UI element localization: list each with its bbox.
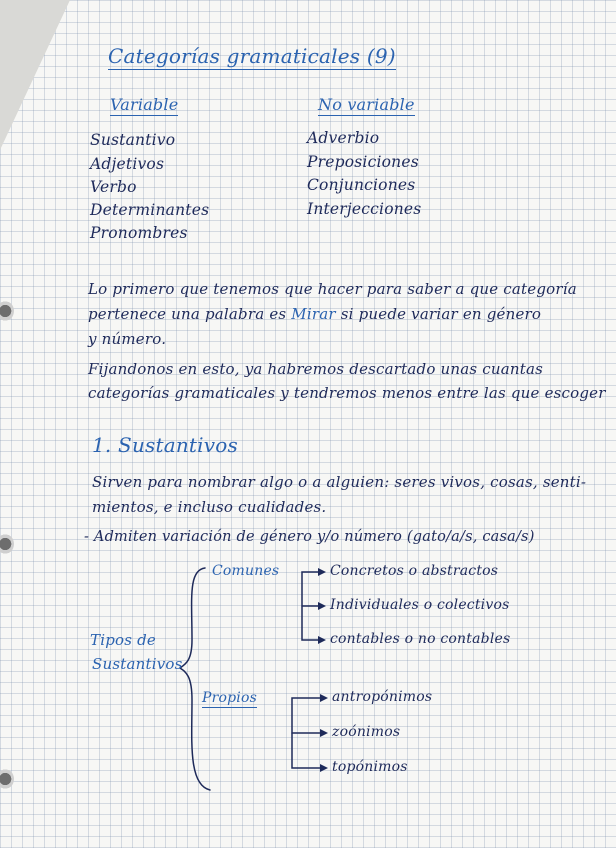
list-item: Pronombres <box>90 224 188 242</box>
list-item: Verbo <box>90 178 137 196</box>
propios-label-text: Propios <box>202 690 257 706</box>
list-item: Sustantivo <box>90 131 176 149</box>
diagram-root-label: Sustantivos <box>92 655 183 673</box>
diagram-item: antropónimos <box>332 689 433 705</box>
list-item: Preposiciones <box>307 153 419 171</box>
no-variable-heading-text: No variable <box>318 95 415 114</box>
list-item: Adjetivos <box>90 155 165 173</box>
highlight-word: Mirar <box>291 305 336 323</box>
propios-label <box>202 690 257 706</box>
section-heading: 1. Sustantivos <box>92 433 238 457</box>
list-item: Adverbio <box>307 129 380 147</box>
paragraph-line: Lo primero que tenemos que hacer para saber a que categoría <box>88 280 577 298</box>
definition-line: Sirven para nombrar algo o a alguien: seres vivos, cosas, senti- <box>92 473 587 491</box>
diagram-item: Individuales o colectivos <box>330 597 510 613</box>
paragraph-text: si puede variar en género <box>340 305 542 323</box>
variable-heading-text: Variable <box>110 95 179 114</box>
bullet-line: - Admiten variación de género y/o número (gato/a/s, casa/s) <box>84 529 535 545</box>
diagram-item: Concretos o abstractos <box>330 563 499 579</box>
diagram-item: topónimos <box>332 759 408 775</box>
page-title-text: Categorías gramaticales (9) <box>108 44 396 68</box>
list-item: Determinantes <box>90 201 210 219</box>
list-item: Interjecciones <box>307 200 422 218</box>
paragraph-text: pertenece una palabra es <box>88 305 287 323</box>
diagram-item: contables o no contables <box>330 631 511 647</box>
paragraph-line: categorías gramaticales y tendremos menos entre las que escoger <box>88 384 606 402</box>
list-item: Conjunciones <box>307 176 416 194</box>
diagram-item: zoónimos <box>332 724 401 740</box>
diagram-root-label: Tipos de <box>90 631 156 649</box>
definition-line: mientos, e incluso cualidades. <box>92 498 327 516</box>
comunes-label: Comunes <box>212 563 280 579</box>
paragraph-line: y número. <box>88 330 167 348</box>
paragraph-line: Fijandonos en esto, ya habremos descartado unas cuantas <box>88 360 544 378</box>
